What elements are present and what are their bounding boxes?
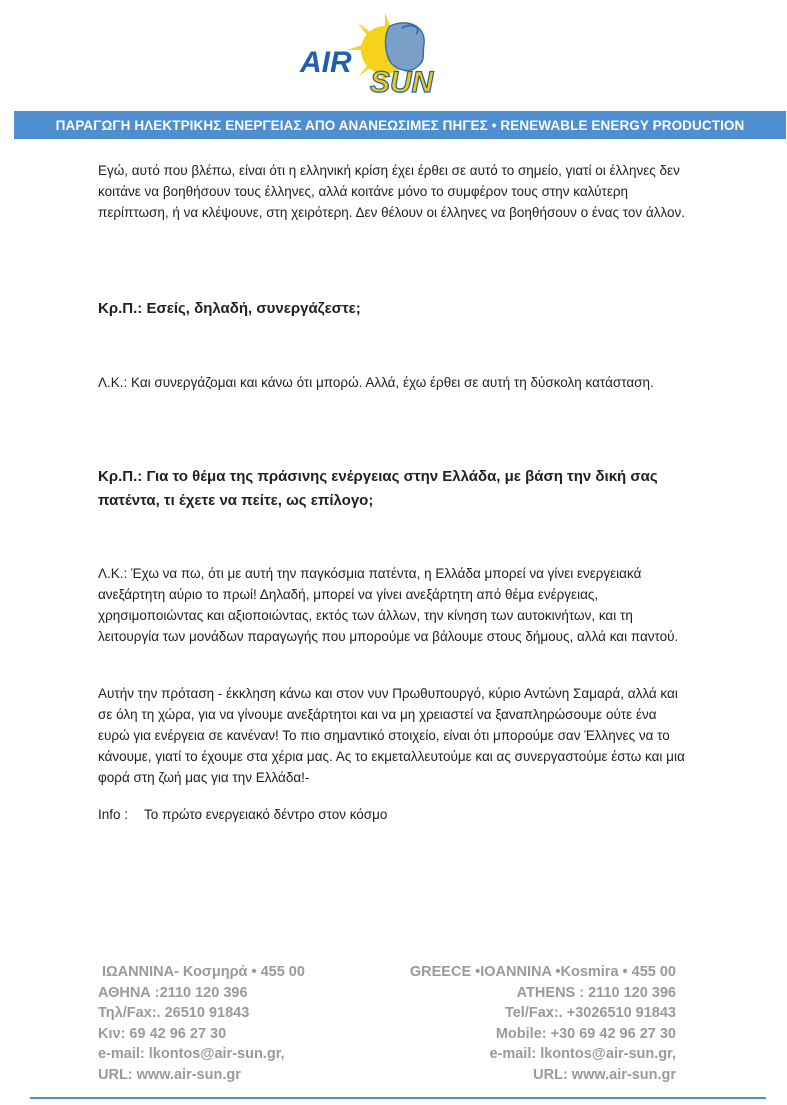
footer-line: Τηλ/Fax:. 26510 91843	[98, 1005, 250, 1021]
header-banner: ΠΑΡΑΓΩΓΗ ΗΛΕΚΤΡΙΚΗΣ ΕΝΕΡΓΕΙΑΣ ΑΠΟ ΑΝΑΝΕΩΣΙΜΕΣ ΠΗΓΕΣ • RENEWABLE ENERGY PRODUCTION	[14, 111, 786, 139]
footer-email: e-mail: lkontos@air-sun.gr,	[98, 1046, 285, 1062]
air-sun-logo	[290, 8, 490, 96]
footer-divider	[30, 1097, 766, 1099]
question-2: Κρ.Π.: Για το θέμα της πράσινης ενέργειας στην Ελλάδα, με βάση την δική σας πατέντα, τι έχετε να πείτε, ως επίλογο;	[98, 468, 658, 509]
footer-url: URL: www.air-sun.gr	[98, 1066, 241, 1083]
answer-1: Λ.Κ.: Και συνεργάζομαι και κάνω ότι μπορώ. Αλλά, έχω έρθει σε αυτή τη δύσκολη κατάσταση.	[98, 375, 654, 390]
footer-url: URL: www.air-sun.gr	[533, 1066, 676, 1083]
footer-email: e-mail: lkontos@air-sun.gr,	[489, 1046, 676, 1062]
logo-sun-text: SUN	[370, 66, 434, 96]
footer-contact-english	[410, 962, 676, 1085]
footer-line: Tel/Fax:. +3026510 91843	[504, 1005, 676, 1021]
footer-line: ΑΘΗΝΑ :2110 120 396	[98, 984, 248, 1001]
answer-2: Λ.Κ.: Έχω να πω, ότι με αυτή την παγκόσμια πατέντα, η Ελλάδα μπορεί να γίνει ενεργειακά ανεξάρτητη αύριο το πρωί! Δηλαδή, μπορεί να γίνει ανεξάρτητη από θέμα ενέργειας, χρησιμοποιώντας και αξιοποιώντας, εκτός των άλλων, την κίνηση των αυτοκινήτων, και τη λειτουργία των μονάδων παραγωγής που μπορούμε να βάλουμε στους δήμους, αλλά και παντού.	[98, 566, 679, 644]
paragraph-1: Εγώ, αυτό που βλέπω, είναι ότι η ελληνική κρίση έχει έρθει σε αυτό το σημείο, γιατί οι έλληνες δεν κοιτάνε να βοηθήσουν τους έλληνες, αλλά κοιτάνε μόνο το συμφέρον τους στην καλύτερη περίπτωση, ή να κλέψουνε, στη χειρότερη. Δεν θέλουν οι έλληνες να βοηθήσουν ο ένας τον άλλον.	[98, 163, 686, 220]
footer-line: GREECE •IOANNINA •Kosmira • 455 00	[409, 964, 676, 980]
footer-line: ΙΩΑΝΝΙΝΑ- Κοσμηρά • 455 00	[98, 964, 305, 980]
footer-line: Mobile: +30 69 42 96 27 30	[495, 1025, 676, 1042]
closing-paragraph: Αυτήν την πρόταση - έκκληση κάνω και στον νυν Πρωθυπουργό, κύριο Αντώνη Σαμαρά, αλλά και σε όλη τη χώρα, για να γίνουμε ανεξάρτητοι και να μη χρειαστεί να ξαναπληρώσουμε ούτε ένα ευρώ για ενέργεια σε κανέναν! Το πιο σημαντικό στοιχείο, είναι ότι μπορούμε σαν Έλληνες να το κάνουμε, γιατί το έχουμε στα χέρια μας. Ας το εκμεταλλευτούμε και ας συνεργαστούμε έστω και μια φορά στη ζωή μας για την Ελλάδα!-	[98, 686, 685, 785]
footer-contact-greek	[98, 962, 305, 1085]
info-label: Info :	[98, 807, 129, 822]
info-line	[98, 804, 688, 825]
logo-air-text: AIR	[300, 46, 352, 79]
info-text: Το πρώτο ενεργειακό δέντρο στον κόσμο	[144, 807, 388, 822]
footer-line: Κιν: 69 42 96 27 30	[98, 1025, 227, 1042]
question-1: Κρ.Π.: Εσείς, δηλαδή, συνεργάζεστε;	[98, 300, 361, 317]
footer-line: ATHENS : 2110 120 396	[516, 984, 676, 1001]
